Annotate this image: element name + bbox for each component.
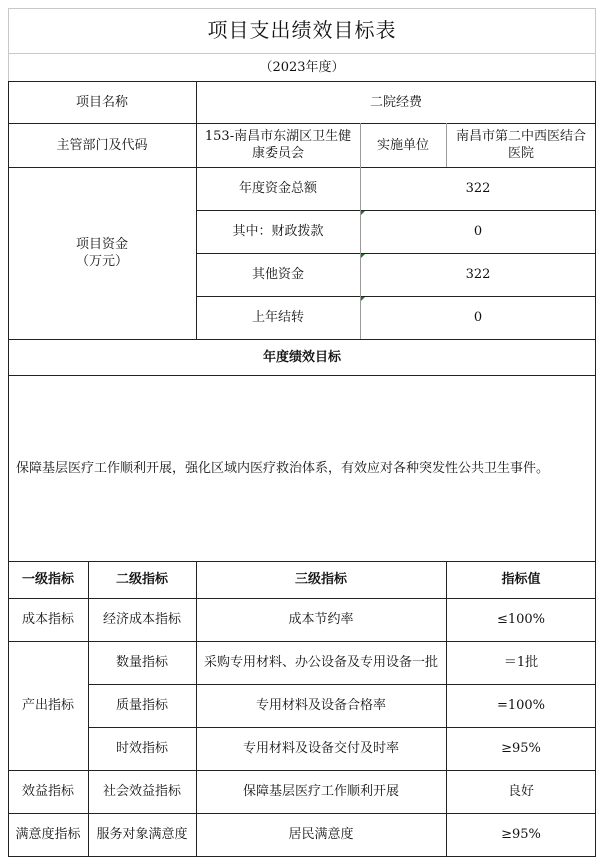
value-pass-rate: =100%: [496, 698, 546, 713]
fund-value-carryover: 0: [473, 310, 483, 325]
grid-line: [196, 210, 596, 211]
fund-value-fiscal: 0: [473, 224, 483, 239]
cell-comment-marker: [361, 297, 365, 301]
impl-value: 南昌市第二中西医结合医院: [455, 129, 586, 161]
grid-line: [446, 561, 447, 856]
fund-value-other: 322: [465, 267, 491, 282]
goal-text: 保障基层医疗工作顺利开展，强化区域内医疗救治体系，有效应对各种突发性公共卫生事件。: [16, 460, 550, 476]
year-label: （2023年度）: [259, 59, 345, 75]
funds-label: 项目资金 （万元）: [75, 237, 128, 269]
level1-output: 产出指标: [21, 698, 74, 713]
grid-line: [446, 123, 447, 167]
level1-benefit: 效益指标: [21, 784, 74, 799]
header-level2: 二级指标: [115, 572, 168, 587]
dept-label: 主管部门及代码: [56, 137, 148, 153]
grid-line: [8, 375, 596, 376]
header-level3: 三级指标: [294, 572, 347, 587]
grid-line: [8, 813, 596, 814]
fund-label-carryover: 上年结转: [251, 310, 304, 325]
cell-comment-marker: [361, 211, 365, 215]
grid-line: [88, 684, 596, 685]
value-resident-satisfaction: ≥95%: [501, 827, 541, 842]
level2-service-satisfaction: 服务对象满意度: [96, 827, 188, 842]
grid-line: [196, 296, 596, 297]
grid-line: [8, 339, 596, 340]
grid-line: [8, 856, 596, 857]
level3-procurement: 采购专用材料、办公设备及专用设备一批: [203, 655, 438, 670]
header-value: 指标值: [501, 572, 541, 587]
grid-line: [8, 561, 596, 562]
level2-quantity: 数量指标: [115, 655, 168, 670]
grid-line: [196, 81, 197, 339]
level2-social-benefit: 社会效益指标: [102, 784, 181, 799]
grid-line: [8, 81, 9, 857]
goal-header: 年度绩效目标: [262, 349, 341, 365]
grid-line: [8, 167, 596, 168]
level2-economic-cost: 经济成本指标: [102, 612, 181, 627]
project-name-label: 项目名称: [75, 94, 128, 110]
level3-delivery-rate: 专用材料及设备交付及时率: [242, 741, 399, 756]
title-divider: [8, 53, 596, 54]
level1-satisfaction: 满意度指标: [15, 827, 81, 842]
header-level1: 一级指标: [21, 572, 74, 587]
value-cost-saving: ≤100%: [496, 612, 546, 627]
grid-line: [8, 641, 596, 642]
table-title: 项目支出绩效目标表: [207, 18, 397, 42]
cell-comment-marker: [361, 254, 365, 258]
project-name-value: 二院经费: [369, 94, 422, 110]
dept-value: 153-南昌市东湖区卫生健康委员会: [204, 129, 352, 161]
fund-label-fiscal: 其中：财政拨款: [232, 224, 324, 239]
title-border-right: [595, 8, 596, 81]
grid-line: [196, 561, 197, 856]
grid-line: [196, 253, 596, 254]
grid-line: [8, 123, 596, 124]
value-ensure-operation: 良好: [507, 784, 534, 799]
level3-resident-satisfaction: 居民满意度: [288, 827, 354, 842]
level3-cost-saving: 成本节约率: [288, 612, 354, 627]
title-border-top: [8, 8, 596, 9]
grid-line: [595, 81, 596, 857]
value-delivery-rate: ≥95%: [501, 741, 541, 756]
value-procurement: ＝1批: [503, 655, 539, 670]
level1-cost: 成本指标: [21, 612, 74, 627]
grid-line: [88, 561, 89, 856]
impl-label: 实施单位: [376, 137, 429, 153]
level2-timeliness: 时效指标: [115, 741, 168, 756]
fund-label-other: 其他资金: [251, 267, 304, 282]
title-border-left: [8, 8, 9, 81]
level3-ensure-operation: 保障基层医疗工作顺利开展: [242, 784, 399, 799]
level3-pass-rate: 专用材料及设备合格率: [255, 698, 386, 713]
grid-line: [88, 727, 596, 728]
level2-quality: 质量指标: [115, 698, 168, 713]
grid-line: [360, 123, 361, 339]
grid-line: [8, 81, 596, 82]
grid-line: [8, 770, 596, 771]
fund-label-total: 年度资金总额: [238, 181, 317, 196]
grid-line: [8, 598, 596, 599]
fund-value-total: 322: [465, 181, 491, 196]
